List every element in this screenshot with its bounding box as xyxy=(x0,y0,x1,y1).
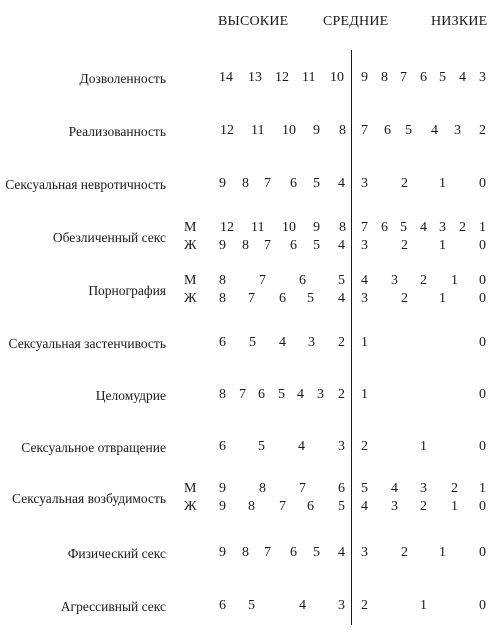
score-value: 1 xyxy=(420,598,427,613)
score-value: 8 xyxy=(381,70,388,85)
row-label: Дозволенность xyxy=(79,71,166,86)
score-value: 0 xyxy=(479,387,486,402)
score-value: 4 xyxy=(420,220,427,235)
score-value: 8 xyxy=(219,291,226,306)
score-value: 5 xyxy=(249,335,256,350)
score-value: 1 xyxy=(439,176,446,191)
score-value: 2 xyxy=(420,499,427,514)
score-value: 7 xyxy=(264,176,271,191)
score-value: 6 xyxy=(219,598,226,613)
score-value: 3 xyxy=(338,439,345,454)
score-value: 7 xyxy=(264,545,271,560)
score-value: 14 xyxy=(219,70,233,85)
score-value: 3 xyxy=(391,273,398,288)
score-value: 7 xyxy=(361,220,368,235)
score-value: 3 xyxy=(361,238,368,253)
score-value: 12 xyxy=(220,123,234,138)
score-value: 5 xyxy=(307,291,314,306)
score-value: 4 xyxy=(298,439,305,454)
score-value: 2 xyxy=(479,123,486,138)
score-value: 4 xyxy=(391,481,398,496)
score-value: 7 xyxy=(248,291,255,306)
header-medium: СРЕДНИЕ xyxy=(323,14,389,29)
score-value: 1 xyxy=(439,291,446,306)
score-value: 5 xyxy=(313,176,320,191)
score-value: 8 xyxy=(248,499,255,514)
score-value: 2 xyxy=(338,387,345,402)
score-value: 2 xyxy=(401,176,408,191)
score-value: 7 xyxy=(239,387,246,402)
score-value: 0 xyxy=(479,291,486,306)
row-label: Сексуальное отвращение xyxy=(21,440,166,455)
score-value: 6 xyxy=(384,123,391,138)
score-value: 9 xyxy=(219,545,226,560)
header-high: ВЫСОКИЕ xyxy=(218,14,289,29)
score-value: 2 xyxy=(459,220,466,235)
score-value: 1 xyxy=(439,545,446,560)
sex-marker: М xyxy=(184,481,197,496)
row-label: Сексуальная возбудимость xyxy=(12,491,166,506)
sex-marker: М xyxy=(184,220,197,235)
score-value: 3 xyxy=(317,387,324,402)
score-value: 6 xyxy=(307,499,314,514)
row-label: Сексуальная невротичность xyxy=(5,177,166,192)
score-value: 5 xyxy=(400,220,407,235)
score-value: 4 xyxy=(279,335,286,350)
score-value: 4 xyxy=(431,123,438,138)
score-value: 0 xyxy=(479,545,486,560)
score-value: 3 xyxy=(361,291,368,306)
score-value: 9 xyxy=(313,123,320,138)
score-value: 9 xyxy=(219,499,226,514)
score-value: 8 xyxy=(339,220,346,235)
score-value: 4 xyxy=(361,499,368,514)
score-value: 6 xyxy=(290,238,297,253)
score-value: 6 xyxy=(420,70,427,85)
score-value: 4 xyxy=(459,70,466,85)
score-value: 9 xyxy=(313,220,320,235)
score-value: 6 xyxy=(258,387,265,402)
sex-marker: М xyxy=(184,273,197,288)
score-value: 5 xyxy=(439,70,446,85)
score-value: 10 xyxy=(330,70,344,85)
score-value: 4 xyxy=(338,176,345,191)
score-value: 7 xyxy=(400,70,407,85)
score-value: 2 xyxy=(451,481,458,496)
score-value: 3 xyxy=(361,176,368,191)
score-value: 1 xyxy=(479,481,486,496)
score-value: 4 xyxy=(338,238,345,253)
score-value: 9 xyxy=(361,70,368,85)
score-value: 1 xyxy=(479,220,486,235)
score-value: 7 xyxy=(361,123,368,138)
score-value: 0 xyxy=(479,176,486,191)
score-value: 10 xyxy=(282,123,296,138)
score-value: 1 xyxy=(361,387,368,402)
score-value: 5 xyxy=(361,481,368,496)
score-value: 2 xyxy=(361,439,368,454)
sex-marker: Ж xyxy=(184,238,197,253)
score-value: 5 xyxy=(338,273,345,288)
score-value: 11 xyxy=(251,220,265,235)
score-value: 2 xyxy=(361,598,368,613)
score-value: 2 xyxy=(401,291,408,306)
column-divider xyxy=(351,50,352,625)
score-value: 10 xyxy=(282,220,296,235)
score-value: 8 xyxy=(219,273,226,288)
score-value: 3 xyxy=(479,70,486,85)
score-value: 5 xyxy=(405,123,412,138)
row-label: Физический секс xyxy=(67,546,166,561)
score-value: 1 xyxy=(361,335,368,350)
score-value: 8 xyxy=(242,545,249,560)
score-value: 5 xyxy=(278,387,285,402)
score-value: 5 xyxy=(313,238,320,253)
score-value: 6 xyxy=(290,545,297,560)
score-value: 2 xyxy=(338,335,345,350)
score-value: 0 xyxy=(479,238,486,253)
score-value: 7 xyxy=(279,499,286,514)
score-value: 0 xyxy=(479,499,486,514)
score-value: 6 xyxy=(338,481,345,496)
score-value: 12 xyxy=(275,70,289,85)
score-value: 4 xyxy=(338,291,345,306)
row-label: Обезличенный секс xyxy=(52,230,166,245)
score-value: 9 xyxy=(219,481,226,496)
score-value: 0 xyxy=(479,273,486,288)
score-value: 6 xyxy=(299,273,306,288)
score-value: 1 xyxy=(451,499,458,514)
score-value: 2 xyxy=(401,545,408,560)
score-value: 8 xyxy=(242,238,249,253)
score-value: 0 xyxy=(479,598,486,613)
score-value: 3 xyxy=(454,123,461,138)
score-value: 6 xyxy=(381,220,388,235)
score-value: 9 xyxy=(219,238,226,253)
score-value: 3 xyxy=(308,335,315,350)
score-value: 0 xyxy=(479,335,486,350)
score-value: 4 xyxy=(297,387,304,402)
row-label: Агрессивный секс xyxy=(60,599,166,614)
score-value: 2 xyxy=(401,238,408,253)
score-value: 1 xyxy=(451,273,458,288)
score-value: 7 xyxy=(299,481,306,496)
score-value: 11 xyxy=(302,70,316,85)
score-value: 6 xyxy=(219,439,226,454)
row-label: Реализованность xyxy=(68,124,166,139)
score-value: 0 xyxy=(479,439,486,454)
sex-marker: Ж xyxy=(184,499,197,514)
score-value: 3 xyxy=(420,481,427,496)
score-value: 3 xyxy=(361,545,368,560)
score-value: 2 xyxy=(420,273,427,288)
score-value: 4 xyxy=(361,273,368,288)
sex-marker: Ж xyxy=(184,291,197,306)
score-value: 8 xyxy=(339,123,346,138)
row-label: Целомудрие xyxy=(95,388,166,403)
score-value: 3 xyxy=(338,598,345,613)
score-value: 7 xyxy=(259,273,266,288)
score-value: 1 xyxy=(420,439,427,454)
score-value: 13 xyxy=(248,70,262,85)
score-value: 9 xyxy=(219,176,226,191)
score-value: 3 xyxy=(439,220,446,235)
score-value: 11 xyxy=(251,123,265,138)
score-value: 1 xyxy=(439,238,446,253)
score-value: 6 xyxy=(279,291,286,306)
score-value: 3 xyxy=(391,499,398,514)
score-value: 8 xyxy=(259,481,266,496)
score-value: 8 xyxy=(242,176,249,191)
score-value: 5 xyxy=(313,545,320,560)
score-value: 5 xyxy=(258,439,265,454)
score-value: 4 xyxy=(338,545,345,560)
score-value: 6 xyxy=(219,335,226,350)
score-value: 12 xyxy=(220,220,234,235)
score-value: 6 xyxy=(290,176,297,191)
row-label: Сексуальная застенчивость xyxy=(8,336,166,351)
score-value: 4 xyxy=(299,598,306,613)
row-label: Порнография xyxy=(88,283,166,298)
score-value: 5 xyxy=(338,499,345,514)
score-value: 5 xyxy=(248,598,255,613)
header-low: НИЗКИЕ xyxy=(431,14,488,29)
score-value: 8 xyxy=(219,387,226,402)
score-value: 7 xyxy=(264,238,271,253)
